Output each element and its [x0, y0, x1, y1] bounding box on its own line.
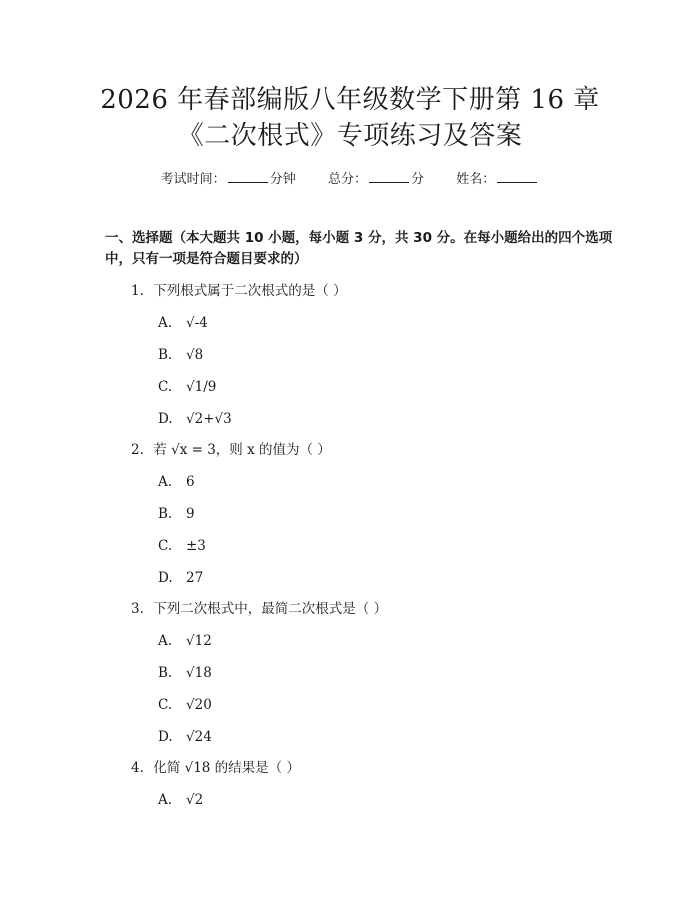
option-letter: A. [158, 792, 173, 808]
option-letter: B. [158, 506, 173, 522]
exam-info-row [0, 170, 700, 189]
question-3-option-b [158, 663, 212, 683]
option-letter: B. [158, 665, 173, 681]
option-text: 6 [186, 474, 195, 490]
question-1-option-c [158, 377, 216, 397]
option-text: √8 [186, 347, 204, 363]
question-text: 下列二次根式中，最简二次根式是（ ） [153, 601, 388, 617]
option-text: √20 [186, 697, 212, 713]
student-name-field [456, 170, 539, 189]
total-score-label: 总分： [327, 172, 367, 187]
total-score-field [328, 170, 424, 189]
option-text: 27 [186, 570, 204, 586]
option-letter: C. [158, 538, 173, 554]
option-text: √2+√3 [186, 411, 232, 427]
section-heading: 一、选择题（本大题共 10 小题，每小题 3 分，共 30 分。在每小题给出的四个选项中，只有一项是符合题目要求的） [105, 230, 613, 267]
question-number: 3. [131, 601, 144, 617]
question-1-option-d [158, 409, 232, 429]
question-number: 2. [131, 442, 144, 458]
option-letter: C. [158, 697, 173, 713]
page-title-line-2: 《二次根式》专项练习及答案 [177, 121, 523, 151]
option-text: 9 [186, 506, 195, 522]
student-name-label: 姓名： [456, 172, 496, 187]
exam-time-blank [228, 170, 268, 183]
question-number: 4. [131, 760, 144, 776]
option-text: ±3 [186, 538, 206, 554]
question-number: 1. [131, 283, 144, 299]
option-text: √18 [186, 665, 212, 681]
option-letter: A. [158, 633, 173, 649]
exam-time-unit: 分钟 [269, 172, 296, 187]
question-1 [131, 281, 347, 301]
question-text: 下列根式属于二次根式的是（ ） [153, 283, 347, 299]
question-2-option-c [158, 536, 206, 556]
option-text: √-4 [186, 315, 208, 331]
option-letter: A. [158, 474, 173, 490]
question-2 [131, 440, 331, 460]
option-text: √12 [186, 633, 212, 649]
option-letter: D. [158, 570, 173, 586]
page-title-line-1: 2026 年春部编版八年级数学下册第 16 章 [100, 85, 600, 115]
option-letter: B. [158, 347, 173, 363]
question-text: 若 √x = 3，则 x 的值为（ ） [153, 442, 331, 458]
question-1-option-a [158, 313, 208, 333]
option-text: √24 [186, 729, 212, 745]
question-2-option-d [158, 568, 203, 588]
total-score-unit: 分 [411, 172, 425, 187]
exam-time-field [161, 170, 296, 189]
question-4-option-a [158, 790, 203, 810]
question-3-option-a [158, 631, 212, 651]
question-3-option-d [158, 727, 212, 747]
student-name-blank [497, 170, 537, 183]
option-letter: D. [158, 729, 173, 745]
question-4 [131, 758, 300, 778]
question-2-option-a [158, 472, 195, 492]
question-text: 化简 √18 的结果是（ ） [153, 760, 300, 776]
option-letter: C. [158, 379, 173, 395]
question-3 [131, 599, 387, 619]
total-score-blank [369, 170, 409, 183]
question-2-option-b [158, 504, 195, 524]
option-text: √1/9 [186, 379, 217, 395]
option-letter: D. [158, 411, 173, 427]
exam-time-label: 考试时间： [160, 172, 226, 187]
question-3-option-c [158, 695, 212, 715]
option-text: √2 [186, 792, 204, 808]
question-1-option-b [158, 345, 203, 365]
option-letter: A. [158, 315, 173, 331]
